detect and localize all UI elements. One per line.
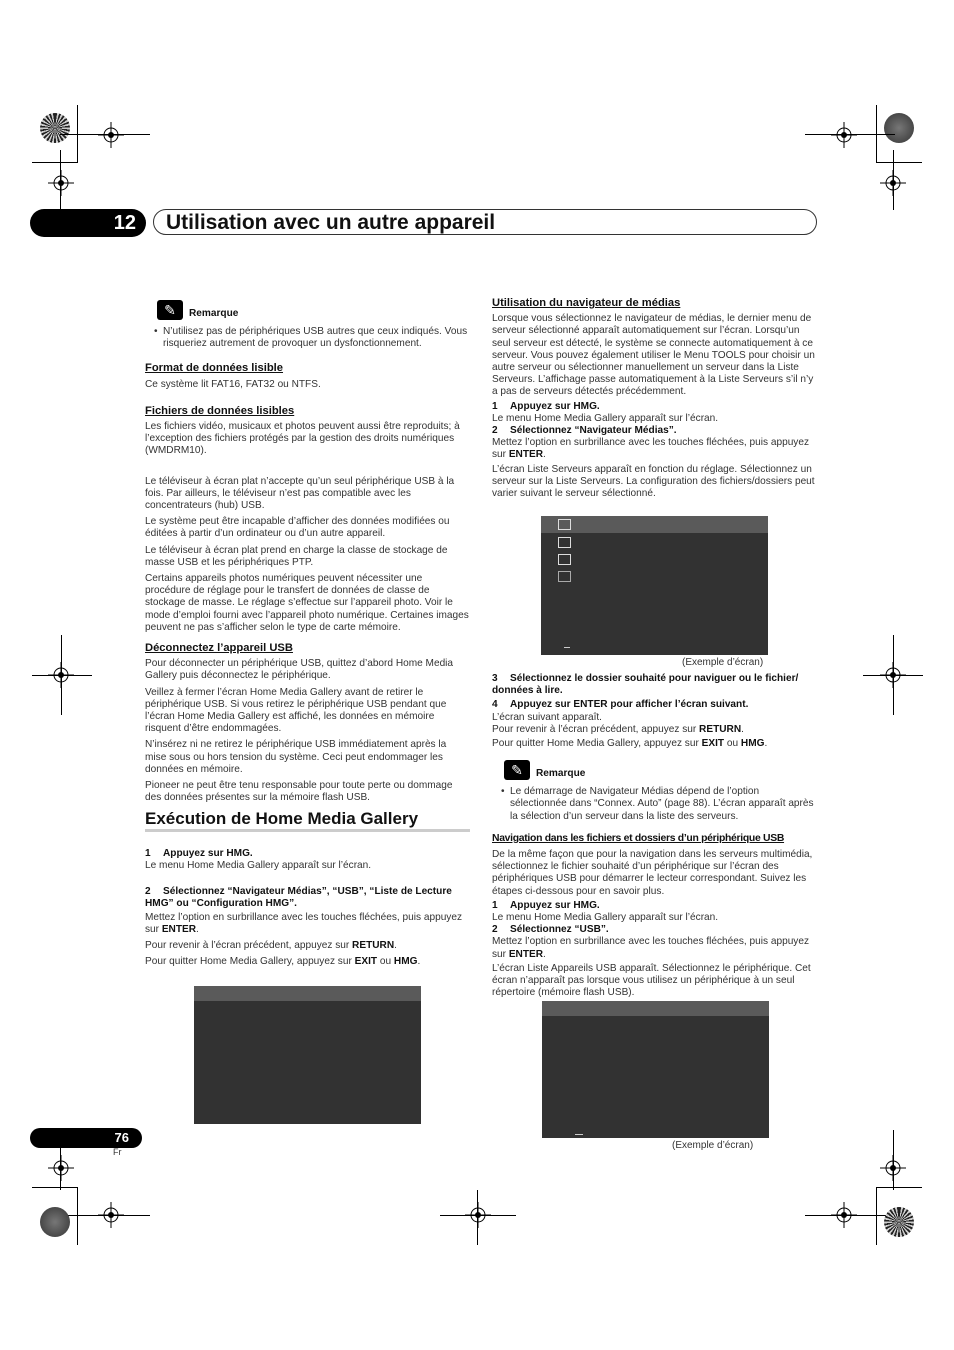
- step-title: [492, 900, 818, 912]
- section-heading: Exécution de Home Media Gallery: [145, 813, 470, 832]
- scroll-indicator: [564, 647, 570, 648]
- step-text: Le menu Home Media Gallery apparaît sur l’écran.: [145, 859, 372, 871]
- paragraph: N’insérez ni ne retirez le périphérique USB immédiatement après la mise sous ou hors tension du système. Ceci peut endommager les données en mémoire.: [145, 739, 447, 775]
- paragraph: Pour déconnecter un périphérique USB, quittez d’abord Home Media Gallery puis déconnectez le périphérique.: [145, 658, 454, 682]
- text-run: .: [741, 723, 744, 735]
- files-text: Les fichiers vidéo, musicaux et photos peuvent aussi être reproduits; à l’exception des fichiers protégés par la gestion des droits numériques (WMDRM10).: [145, 421, 460, 457]
- scroll-indicator: [575, 1134, 583, 1135]
- color-target-icon: [884, 1207, 914, 1237]
- step-title-text: Appuyez sur HMG.: [510, 400, 600, 412]
- registration-mark-icon: [98, 122, 124, 148]
- paragraph: Le téléviseur à écran plat prend en charge la classe de stockage de masse USB et les périphériques PTP.: [145, 544, 448, 568]
- music-folder-icon: [558, 537, 571, 548]
- paragraph: L’écran Liste Serveurs apparaît en fonction du réglage. Sélectionnez un serveur sur la Liste Serveurs. La configuration des fichiers/dossiers peut varier suivant le serveur sélectionné.: [492, 463, 815, 500]
- key-name: ENTER: [508, 449, 544, 461]
- return-text: [145, 940, 470, 952]
- text-run: .: [543, 948, 546, 960]
- paragraph: Certains appareils photos numériques peuvent nécessiter une procédure de réglage pour le transfert de données de classe de stockage de masse. Le réglage s’effectue sur l’appareil photo. Voir le mode d’emploi fourni avec l’appareil photo numérique. Certaines images peuvent ne pas s’afficher selon le type de carte mémoire.: [145, 573, 469, 633]
- paragraph: Veillez à fermer l’écran Home Media Gallery avant de retirer le périphérique USB. Si vous retirez le périphérique USB pendant que l’écran Home Media Gallery est affiché, les données en mémoire risquent d’être endommagées.: [145, 686, 447, 735]
- step-number: 3: [492, 673, 498, 684]
- note-pencil-icon: ✎: [157, 300, 183, 320]
- paragraph: Le système peut être incapable d’afficher des données modifiées ou éditées à partir d’un ordinateur ou d’un autre appareil.: [145, 516, 450, 540]
- key-name: EXIT: [354, 956, 378, 968]
- note-bullet: • N’utilisez pas de périphériques USB autres que ceux indiqués. Vous risqueriez autrement de provoquer un dysfonctionnement.: [145, 326, 470, 350]
- files-heading: Fichiers de données lisibles: [145, 404, 295, 417]
- step-title: [492, 673, 818, 697]
- screen-example: [194, 986, 421, 1124]
- step-text: [492, 936, 818, 960]
- registration-mark-icon: [48, 170, 74, 196]
- right-column: [492, 297, 818, 504]
- return-text: [492, 724, 818, 736]
- paragraph: L’écran Liste Appareils USB apparaît. Sélectionnez le périphérique. Cet écran n’apparaît pas lorsque vous utilisez un périphérique à un seul répertoire (mémoire flash USB).: [492, 962, 811, 999]
- registration-mark-icon: [48, 1155, 74, 1181]
- text-run: .: [394, 939, 397, 951]
- chapter-number: 12: [30, 209, 146, 237]
- step-title-text: Sélectionnez le dossier souhaité pour naviguer ou le fichier/ données à lire.: [492, 673, 799, 697]
- screen-caption: (Exemple d’écran): [682, 657, 764, 668]
- right-column-lower: [492, 673, 818, 1003]
- quit-text: [145, 956, 470, 968]
- registration-mark-icon: [831, 122, 857, 148]
- key-name: HMG: [740, 738, 765, 750]
- step-number: 1: [492, 400, 498, 412]
- color-target-icon: [40, 1207, 70, 1237]
- paragraph: Le téléviseur à écran plat n’accepte qu’un seul périphérique USB à la fois. Par ailleurs, le téléviseur n’est pas compatible avec les concentrateurs (hub) USB.: [145, 475, 455, 512]
- text-run: Mettez l’option en surbrillance avec les touches fléchées, puis appuyez sur: [492, 437, 810, 461]
- disconnect-heading: Déconnectez l’appareil USB: [145, 642, 293, 655]
- step-title-text: Sélectionnez “Navigateur Médias”.: [510, 425, 677, 437]
- format-heading: Format de données lisible: [145, 362, 284, 375]
- step-number: 2: [145, 886, 151, 898]
- step-title: [145, 886, 470, 910]
- video-folder-icon: [558, 519, 571, 530]
- paragraph: De la même façon que pour la navigation dans les serveurs multimédia, sélectionnez le fichier souhaité d’un périphérique sur l’écran des périphériques USB pour démarrer le lecteur correspondant. Suivez les étapes ci-dessous pour en savoir plus.: [492, 849, 813, 897]
- step-number: 1: [145, 847, 151, 859]
- text-run: Pour revenir à l’écran précédent, appuyez sur: [145, 939, 353, 951]
- step-title: [492, 924, 818, 936]
- step-title-text: Sélectionnez “Navigateur Médias”, “USB”, “Liste de Lecture HMG” ou “Configuration HMG”.: [145, 886, 452, 910]
- paragraph: Lorsque vous sélectionnez le navigateur de médias, le dernier menu de serveur sélectionné apparaît automatiquement sur l’écran. Lorsqu’un seul serveur est détecté, le système se connecte automatiquement à ce serveur. Vous pouvez également utiliser le Menu TOOLS pour choisir un autre serveur ou sélectionner manuellement un serveur dans la Liste Serveurs. L’affichage passe automatiquement à la Liste Serveurs s’il n’y a pas de serveurs détectés précédemment.: [492, 313, 815, 398]
- folder-icon: [558, 571, 571, 582]
- step-title-text: Appuyez sur HMG.: [510, 899, 600, 911]
- step-title: [492, 699, 818, 711]
- screen-example: [541, 516, 768, 655]
- chapter-title: Utilisation avec un autre appareil: [153, 209, 817, 235]
- paragraph: Pioneer ne peut être tenu responsable pour toute perte ou dommage des données présentes sur la mémoire flash USB.: [145, 780, 453, 804]
- text-run: ou: [724, 738, 741, 750]
- text-run: Mettez l’option en surbrillance avec les touches fléchées, puis appuyez sur: [145, 911, 463, 935]
- key-name: RETURN: [699, 723, 742, 735]
- note-label: Remarque: [189, 308, 239, 319]
- text-run: .: [764, 738, 768, 750]
- key-name: ENTER: [508, 948, 544, 960]
- screen-caption: (Exemple d’écran): [672, 1140, 754, 1151]
- note-header: [145, 300, 470, 322]
- step-title: [492, 425, 818, 437]
- step-title: [145, 848, 470, 860]
- screen-example: [542, 1001, 769, 1138]
- screen-title-bar: [542, 1001, 769, 1016]
- step-text: Le menu Home Media Gallery apparaît sur l’écran.: [492, 412, 719, 424]
- step-number: 4: [492, 699, 498, 711]
- text-run: ou: [377, 956, 394, 968]
- text-run: .: [543, 449, 546, 461]
- text-run: Pour quitter Home Media Gallery, appuyez sur: [145, 956, 355, 968]
- left-column: [145, 300, 470, 972]
- note-label: Remarque: [536, 768, 586, 780]
- page-language: Fr: [113, 1147, 122, 1157]
- note-header: [492, 760, 818, 782]
- text-run: .: [417, 956, 421, 968]
- step-title-text: Appuyez sur HMG.: [163, 847, 253, 859]
- format-text: Ce système lit FAT16, FAT32 ou NTFS.: [145, 378, 321, 390]
- step-text: [492, 437, 818, 461]
- text-run: Pour quitter Home Media Gallery, appuyez sur: [492, 738, 702, 750]
- screen-title-bar: [194, 986, 421, 1001]
- step-text: [145, 912, 470, 936]
- page-number: 76: [30, 1128, 142, 1148]
- nav-heading: Utilisation du navigateur de médias: [492, 297, 681, 309]
- color-target-icon: [40, 113, 70, 143]
- step-text: Le menu Home Media Gallery apparaît sur l’écran.: [492, 912, 719, 924]
- step-title: [492, 401, 818, 413]
- step-text: L’écran suivant apparaît.: [492, 711, 602, 723]
- step-number: 2: [492, 425, 498, 437]
- usb-heading: Navigation dans les fichiers et dossiers d’un périphérique USB: [492, 832, 785, 844]
- text-run: Pour revenir à l’écran précédent, appuyez sur: [492, 723, 700, 735]
- photo-folder-icon: [558, 554, 571, 565]
- step-title-text: Sélectionnez “USB”.: [510, 924, 609, 936]
- screen-title-bar: [541, 516, 768, 533]
- key-name: ENTER: [161, 923, 197, 935]
- text-run: .: [196, 923, 199, 935]
- key-name: EXIT: [701, 738, 725, 750]
- step-number: 2: [492, 924, 498, 936]
- quit-text: [492, 738, 818, 750]
- note-bullet: • Le démarrage de Navigateur Médias dépend de l’option sélectionnée dans “Connex. Auto” (page 88). L’écran apparaît après la sélection d’un serveur dans la liste des serveurs.: [492, 786, 818, 823]
- note-pencil-icon: ✎: [504, 760, 530, 780]
- key-name: HMG: [393, 956, 418, 968]
- key-name: RETURN: [352, 939, 395, 951]
- registration-mark-icon: [98, 1202, 124, 1228]
- step-title-text: Appuyez sur ENTER pour afficher l’écran suivant.: [510, 699, 749, 711]
- color-target-icon: [884, 113, 914, 143]
- step-number: 1: [492, 899, 498, 911]
- text-run: Mettez l’option en surbrillance avec les touches fléchées, puis appuyez sur: [492, 936, 810, 960]
